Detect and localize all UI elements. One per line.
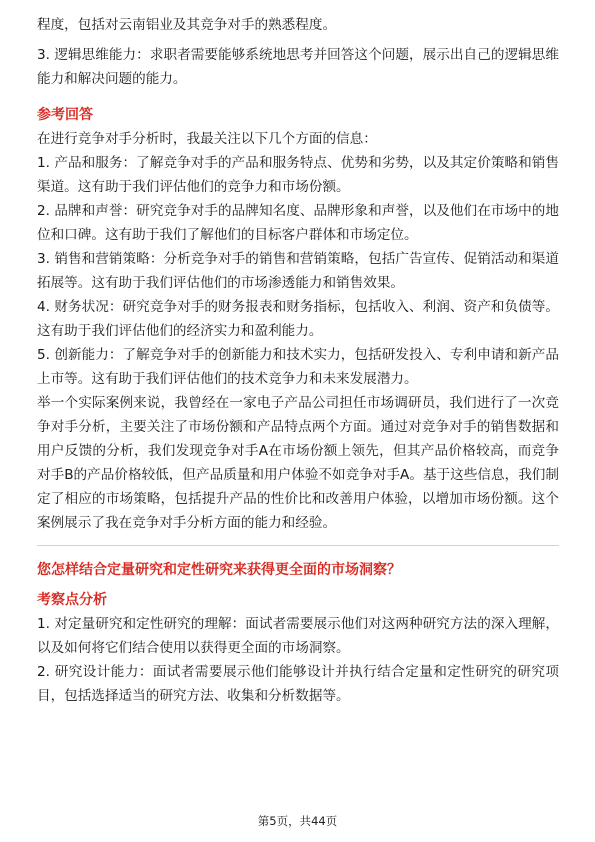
answer-intro: 在进行竞争对手分析时，我最关注以下几个方面的信息：: [37, 131, 377, 147]
body-paragraph: 3. 逻辑思维能力：求职者需要能够系统地思考并回答这个问题，展示出自己的逻辑思维能力和解决问题的能力。: [37, 47, 559, 87]
answer-item: 2. 品牌和声誉：研究竞争对手的品牌知名度、品牌形象和声誉，以及他们在市场中的地位和口碑。这有助于我们了解他们的目标客户群体和市场定位。: [37, 203, 559, 243]
answer-item: 4. 财务状况：研究竞争对手的财务报表和财务指标，包括收入、利润、资产和负债等。这有助于我们评估他们的经济实力和盈利能力。: [37, 299, 559, 339]
body-paragraph: 程度，包括对云南铝业及其竞争对手的熟悉程度。: [37, 17, 337, 33]
page-number-label: 第5页，共44页: [257, 814, 338, 828]
question-title: 您怎样结合定量研究和定性研究来获得更全面的市场洞察？: [37, 562, 401, 578]
answer-item: 5. 创新能力：了解竞争对手的创新能力和技术实力，包括研发投入、专利申请和新产品上市等。这有助于我们评估他们的技术竞争力和未来发展潜力。: [37, 347, 559, 387]
section-heading-analysis: 考察点分析: [37, 592, 107, 608]
answer-example: 举一个实际案例来说，我曾经在一家电子产品公司担任市场调研员，我们进行了一次竞争对手分析，主要关注了市场份额和产品特点两个方面。通过对竞争对手的销售数据和用户反馈的分析，我们发现竞争对手A在市场份额上领先，但其产品价格较高，而竞争对手B的产品价格较低，但产品质量和用户体验不如竞争对手A。基于这些信息，我们制定了相应的市场策略，包括提升产品的性价比和改善用户体验，以增加市场份额。这个案例展示了我在竞争对手分析方面的能力和经验。: [37, 395, 559, 531]
analysis-item: 2. 研究设计能力：面试者需要展示他们能够设计并执行结合定量和定性研究的研究项目，包括选择适当的研究方法、收集和分析数据等。: [37, 664, 559, 704]
page-content: [37, 13, 559, 708]
page-footer: [0, 813, 595, 829]
analysis-item: 1. 对定量研究和定性研究的理解：面试者需要展示他们对这两种研究方法的深入理解，以及如何将它们结合使用以获得更全面的市场洞察。: [37, 616, 559, 656]
answer-item: 1. 产品和服务：了解竞争对手的产品和服务特点、优势和劣势，以及其定价策略和销售渠道。这有助于我们评估他们的竞争力和市场份额。: [37, 155, 559, 195]
answer-item: 3. 销售和营销策略：分析竞争对手的销售和营销策略，包括广告宣传、促销活动和渠道拓展等。这有助于我们评估他们的市场渗透能力和销售效果。: [37, 251, 559, 291]
section-heading-answer: 参考回答: [37, 107, 93, 123]
section-divider: [37, 545, 559, 546]
